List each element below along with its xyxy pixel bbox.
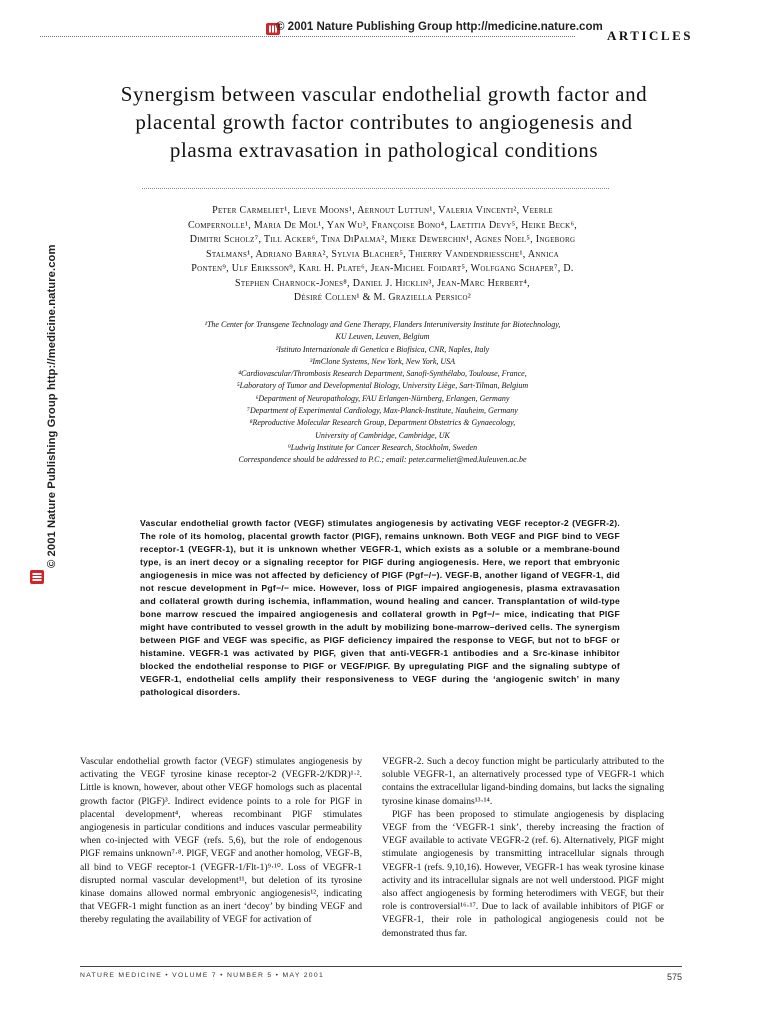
body-paragraph: PlGF has been proposed to stimulate angiogenesis by displacing VEGF from the ‘VEGFR-1 sink’, thereby increasing the fraction of VEGF available to activate VEGFR-2 (ref. 6). Alternatively, PlGF might stimulate angiogenesis by transmitting intracellular signals through VEGFR-1 (refs. 9,10,16). However, VEGFR-1 has weak tyrosine kinase activity and its intracellular signals are not well understood. PlGF might also affect angiogenesis by forming heterodimers with VEGF, but their role is controversial¹⁶·¹⁷. Due to lack of available inhibitors of PlGF or VEGFR-1, their role in pathological angiogenesis could not be demonstrated thus far. bbox=[382, 808, 664, 939]
affiliation-line: ⁵Laboratory of Tumor and Developmental Biology, University Liège, Sart-Tilman, Belgium bbox=[236, 381, 529, 391]
title-line: placental growth factor contributes to angiogenesis and bbox=[135, 110, 633, 134]
article-title bbox=[50, 80, 718, 164]
header-divider bbox=[40, 36, 575, 37]
author-line: Ponten⁹, Ulf Eriksson⁹, Karl H. Plate⁶, Jean-Michel Foidart⁵, Wolfgang Schaper⁷, D. bbox=[191, 263, 574, 274]
affiliation-line: ⁴Cardiovascular/Thrombosis Research Department, Sanofi-Synthélabo, Toulouse, France, bbox=[238, 369, 527, 379]
author-line: Stalmans¹, Adriano Barra², Sylvia Blacher⁵, Thierry Vandendriessche¹, Annica bbox=[205, 248, 560, 260]
affiliation-line: KU Leuven, Leuven, Belgium bbox=[335, 332, 430, 342]
author-line: Compernolle¹, Maria De Mol¹, Yan Wu³, Françoise Bono⁴, Laetitia Devy⁵, Heike Beck⁶, bbox=[187, 219, 578, 231]
title-divider bbox=[142, 188, 609, 189]
abstract: Vascular endothelial growth factor (VEGF) stimulates angiogenesis by activating VEGF receptor-2 (VEGFR-2). The role of its homolog, placental growth factor (PlGF), remains unknown. Both VEGF and PlGF bind to VEGF receptor-1 (VEGFR-1), but it is unknown whether VEGFR-1, which exists as a soluble or a membrane-bound type, is an inert decoy or a signaling receptor for PlGF during angiogenesis. Here, we report that embryonic angiogenesis in mice was not affected by deficiency of PlGF (Pgf−/−). VEGF-B, another ligand of VEGFR-1, did not rescue development in Pgf−/− mice. However, loss of PlGF impaired angiogenesis, plasma extravasation and collateral growth during ischemia, inflammation, wound healing and cancer. Transplantation of wild-type bone marrow rescued the impaired angiogenesis and collateral growth in Pgf−/− mice, indicating that PlGF might have contributed to vessel growth in the adult by mobilizing bone-marrow–derived cells. The synergism between PlGF and VEGF was specific, as PlGF deficiency impaired the response to VEGF, but not to bFGF or histamine. VEGFR-1 was activated by PlGF, given that anti-VEGFR-1 antibodies and a Src-kinase inhibitor blocked the endothelial response to PlGF or VEGF/PlGF. By upregulating PlGF and the signaling subtype of VEGFR-1, endothelial cells amplify their responsiveness to VEGF during the ‘angiogenic switch’ in many pathological disorders. bbox=[140, 518, 620, 697]
section-label: ARTICLES bbox=[606, 28, 693, 43]
affiliation-line: ⁸Reproductive Molecular Research Group, Department Obstetrics & Gynaecology, bbox=[249, 418, 516, 428]
side-copyright-banner: © 2001 Nature Publishing Group http://medicine.nature.com bbox=[46, 244, 58, 568]
affiliation-line: ³ImClone Systems, New York, New York, USA bbox=[309, 356, 456, 366]
correspondence-line: Correspondence should be addressed to P.C.; email: peter.carmeliet@med.kuleuven.ac.be bbox=[238, 455, 527, 465]
affiliation-line: ⁹Ludwig Institute for Cancer Research, Stockholm, Sweden bbox=[287, 442, 478, 452]
page-number: 575 bbox=[666, 972, 682, 982]
body-paragraph: VEGFR-2. Such a decoy function might be particularly attributed to the soluble VEGFR-1, an alternatively processed type of VEGFR-1 which contains the extracellular ligand-binding domains, but lacks the signaling tyrosine kinase domains¹³·¹⁴. bbox=[382, 756, 664, 807]
title-line: plasma extravasation in pathological conditions bbox=[169, 138, 599, 162]
body-column-left bbox=[80, 755, 362, 927]
affiliation-line: ²Istituto Internazionale di Genetica e Biofisica, CNR, Naples, Italy bbox=[275, 344, 490, 354]
body-column-right bbox=[382, 755, 664, 940]
affiliation-line: University of Cambridge, Cambridge, UK bbox=[315, 430, 450, 440]
copyright-notice: © 2001 Nature Publishing Group http://medicine.nature.com bbox=[276, 21, 603, 33]
body-paragraph: Vascular endothelial growth factor (VEGF) stimulates angiogenesis by activating the VEGF tyrosine kinase receptor-2 (VEGFR-2/KDR)¹·². Little is known, however, about other VEGF homologs such as placental growth factor (PlGF)³. Indirect evidence points to a role for PlGF in placental development⁴, whereas recombinant PlGF stimulates angiogenesis in particular conditions and induces vascular permeability when co-injected with VEGF (refs. 5,6), but the role of endogenous PlGF remains unknown⁷·⁸. PlGF, VEGF and another homolog, VEGF-B, all bind to VEGF receptor-1 (VEGFR-1/Flt-1)⁹·¹⁰. Loss of VEGFR-1 disrupted normal vascular development¹¹, but deletion of its tyrosine kinase domains allowed normal embryonic angiogenesis¹², indicating that VEGFR-1 might function as an inert ‘decoy’ by binding VEGF and thereby regulating the availability of VEGF for activation of bbox=[80, 756, 362, 926]
author-line: Peter Carmeliet¹, Lieve Moons¹, Aernout Luttun¹, Valeria Vincenti², Veerle bbox=[212, 205, 553, 216]
affiliation-line: ¹The Center for Transgene Technology and Gene Therapy, Flanders Interuniversity Institute for Biotechnology, bbox=[204, 320, 561, 329]
author-line: Stephen Charnock-Jones⁸, Daniel J. Hicklin³, Jean-Marc Herbert⁴, bbox=[235, 277, 530, 289]
author-line: Dimitri Scholz⁷, Till Acker⁶, Tina DiPalma², Mieke Dewerchin¹, Agnes Noel⁵, Ingeborg bbox=[189, 234, 576, 245]
affiliation-line: ⁷Department of Experimental Cardiology, Max-Planck-Institute, Nauheim, Germany bbox=[247, 406, 518, 416]
author-list bbox=[140, 204, 625, 306]
journal-citation: NATURE MEDICINE • VOLUME 7 • NUMBER 5 • MAY 2001 bbox=[80, 972, 325, 979]
affiliation-line: ⁶Department of Neuropathology, FAU Erlangen-Nürnberg, Erlangen, Germany bbox=[255, 393, 510, 403]
affiliations bbox=[140, 319, 625, 467]
footer-divider bbox=[80, 966, 682, 967]
title-line: Synergism between vascular endothelial growth factor and bbox=[120, 82, 648, 106]
npg-side-logo-icon bbox=[30, 570, 44, 584]
author-line: Désiré Collen¹ & M. Graziella Persico² bbox=[293, 292, 472, 303]
